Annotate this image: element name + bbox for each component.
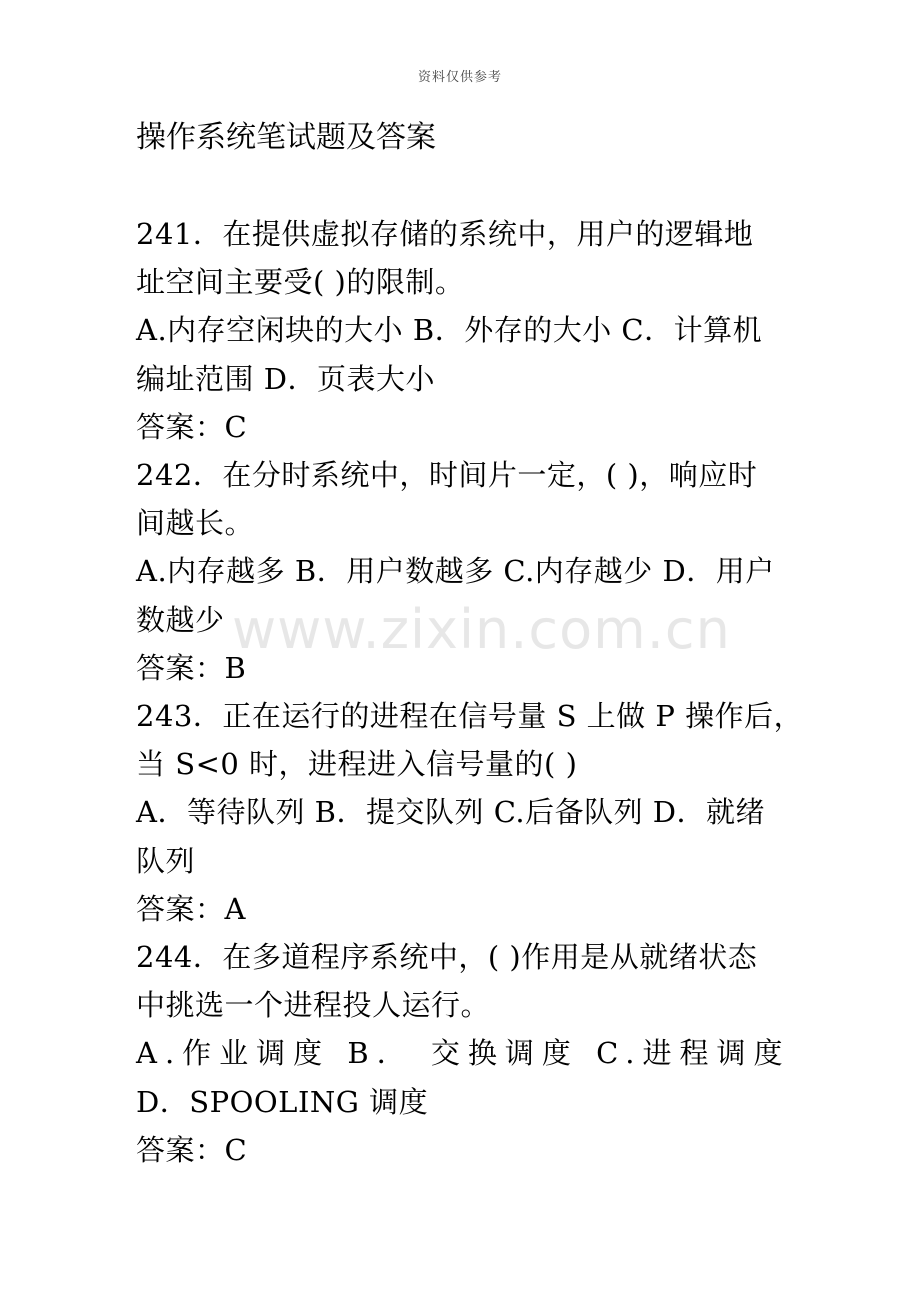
question-options-line: 编址范围 D．页表大小 — [136, 361, 435, 396]
question-options-line: A.内存越多 B．用户数越多 C.内存越少 D．用户 — [136, 554, 775, 589]
header-note: 资料仅供参考 — [417, 70, 502, 85]
document-title: 操作系统笔试题及答案 — [136, 120, 436, 155]
question-options-line: 队列 — [136, 843, 196, 878]
watermark: www.zixin.com.cn — [232, 598, 731, 661]
question-text-line: 242．在分时系统中，时间片一定，( )，响应时 — [136, 458, 758, 493]
question-options-line: 数越少 — [136, 602, 225, 637]
answer-line: 答案：C — [136, 1132, 248, 1167]
answer-line: 答案：C — [136, 409, 248, 444]
question-text-line: 243．正在运行的进程在信号量 S 上做 P 操作后， — [136, 699, 804, 734]
question-243 — [136, 692, 804, 933]
question-options-line: D．SPOOLING 调度 — [136, 1084, 429, 1119]
question-options-line: A.作业调度 B． 交换调度 C.进程调度 — [136, 1036, 791, 1071]
question-text-line: 244．在多道程序系统中，( )作用是从就绪状态 — [136, 940, 758, 975]
question-text-line: 241．在提供虚拟存储的系统中，用户的逻辑地 — [136, 217, 754, 251]
answer-line: 答案：A — [136, 891, 246, 926]
question-text-line: 当 S<0 时，进程进入信号量的( ) — [136, 747, 578, 782]
question-text-line: 址空间主要受( )的限制。 — [136, 265, 465, 300]
question-242 — [136, 451, 796, 692]
question-244 — [136, 933, 796, 1174]
question-text-line: 中挑选一个进程投人运行。 — [136, 988, 491, 1023]
question-241 — [136, 210, 796, 451]
question-text-line: 间越长。 — [136, 506, 255, 541]
question-options-line: A．等待队列 B．提交队列 C.后备队列 D．就绪 — [136, 795, 766, 830]
answer-line: 答案：B — [136, 650, 247, 685]
question-options-line: A.内存空闲块的大小 B．外存的大小 C．计算机 — [136, 313, 763, 348]
question-list — [136, 210, 804, 1174]
